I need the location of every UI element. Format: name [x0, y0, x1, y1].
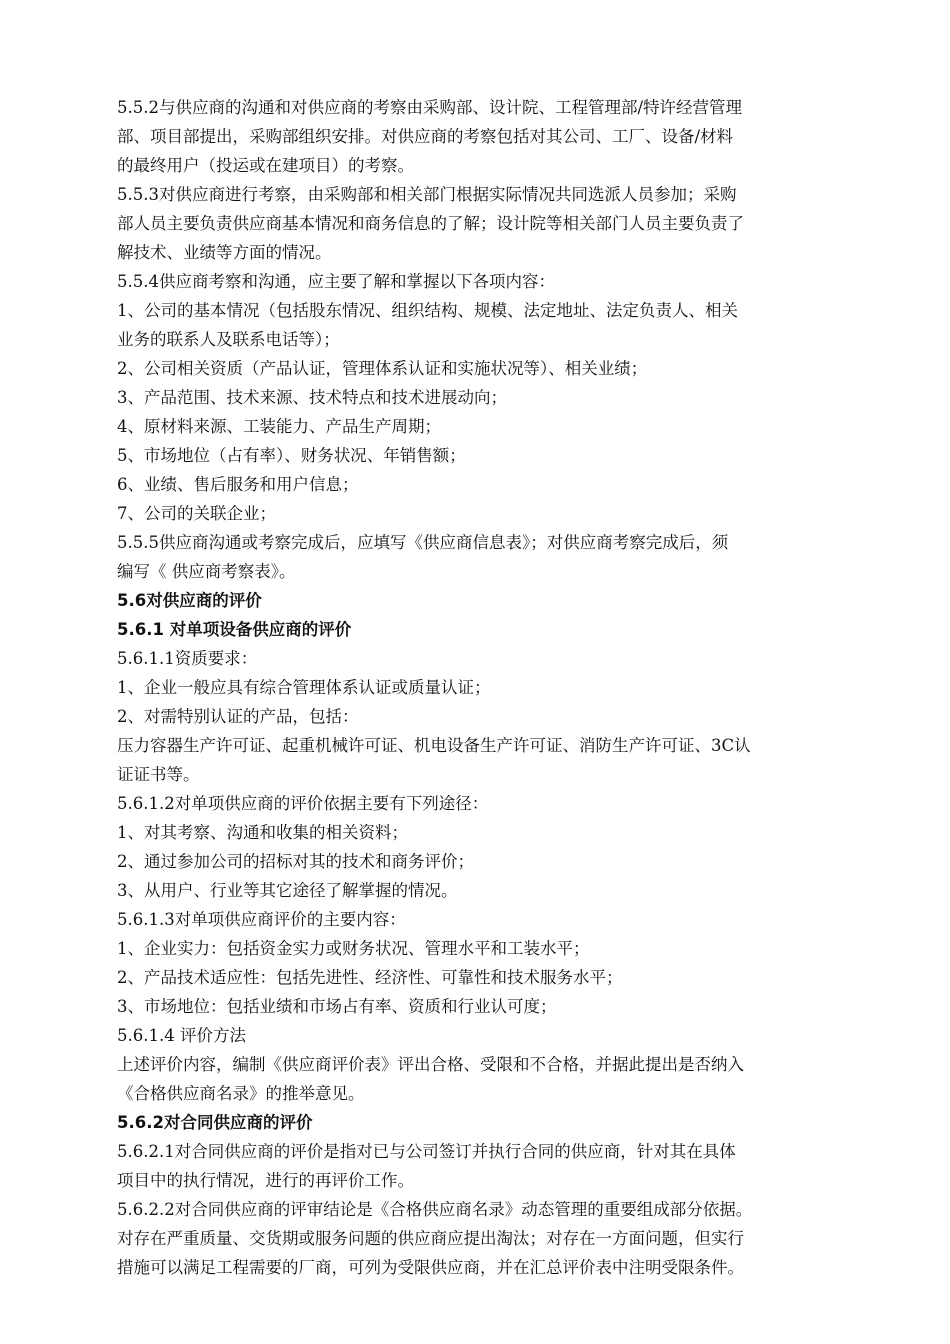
- text-line: 编写《 供应商考察表》。: [117, 562, 296, 581]
- text-line: 4、原材料来源、工装能力、产品生产周期；: [117, 417, 441, 436]
- text-line: 3、市场地位：包括业绩和市场占有率、资质和行业认可度；: [117, 997, 557, 1016]
- text-line: 5.5.2与供应商的沟通和对供应商的考察由采购部、设计院、工程管理部/特许经营管理: [117, 98, 743, 117]
- text-line: 压力容器生产许可证、起重机械许可证、机电设备生产许可证、消防生产许可证、3C认: [117, 736, 751, 755]
- text-line: 2、公司相关资质（产品认证，管理体系认证和实施状况等）、相关业绩；: [117, 359, 648, 378]
- text-line: 5.6.1.1资质要求：: [117, 649, 258, 668]
- text-line: 部、项目部提出，采购部组织安排。对供应商的考察包括对其公司、工厂、设备/材料: [117, 127, 734, 146]
- text-line: 7、公司的关联企业；: [117, 504, 276, 523]
- section-heading: 5.6.2对合同供应商的评价: [117, 1113, 313, 1132]
- text-line: 5、市场地位（占有率）、财务状况、年销售额；: [117, 446, 466, 465]
- text-line: 6、业绩、售后服务和用户信息；: [117, 475, 359, 494]
- section-heading: 5.6对供应商的评价: [117, 591, 262, 610]
- text-line: 5.6.1.3对单项供应商评价的主要内容：: [117, 910, 406, 929]
- text-line: 证证书等。: [117, 765, 200, 784]
- text-line: 业务的联系人及联系电话等）；: [117, 330, 340, 349]
- text-line: 对存在严重质量、交货期或服务问题的供应商应提出淘汰；对存在一方面问题，但实行: [117, 1229, 744, 1248]
- text-line: 5.6.2.2对合同供应商的评审结论是《合格供应商名录》动态管理的重要组成部分依据。: [117, 1200, 753, 1219]
- text-line: 解技术、业绩等方面的情况。: [117, 243, 332, 262]
- text-line: 部人员主要负责供应商基本情况和商务信息的了解；设计院等相关部门人员主要负责了: [117, 214, 744, 233]
- text-line: 5.6.2.1对合同供应商的评价是指对已与公司签订并执行合同的供应商，针对其在具体: [117, 1142, 736, 1161]
- text-line: 的最终用户（投运或在建项目）的考察。: [117, 156, 414, 175]
- text-line: 2、产品技术适应性：包括先进性、经济性、可靠性和技术服务水平；: [117, 968, 623, 987]
- text-line: 5.6.1.2对单项供应商的评价依据主要有下列途径：: [117, 794, 489, 813]
- document-page: [117, 93, 857, 1282]
- text-line: 5.5.5供应商沟通或考察完成后，应填写《供应商信息表》；对供应商考察完成后，须: [117, 533, 729, 552]
- text-line: 5.5.4供应商考察和沟通，应主要了解和掌握以下各项内容：: [117, 272, 555, 291]
- text-line: 3、从用户、行业等其它途径了解掌握的情况。: [117, 881, 458, 900]
- text-line: 1、企业实力：包括资金实力或财务状况、管理水平和工装水平；: [117, 939, 590, 958]
- text-line: 1、公司的基本情况（包括股东情况、组织结构、规模、法定地址、法定负责人、相关: [117, 301, 738, 320]
- text-line: 项目中的执行情况，进行的再评价工作。: [117, 1171, 414, 1190]
- text-line: 上述评价内容，编制《供应商评价表》评出合格、受限和不合格，并据此提出是否纳入: [117, 1055, 744, 1074]
- text-line: 1、对其考察、沟通和收集的相关资料；: [117, 823, 408, 842]
- text-line: 5.6.1.4 评价方法: [117, 1026, 246, 1045]
- text-line: 2、通过参加公司的招标对其的技术和商务评价；: [117, 852, 474, 871]
- text-line: 《合格供应商名录》的推举意见。: [117, 1084, 365, 1103]
- section-heading: 5.6.1 对单项设备供应商的评价: [117, 620, 352, 639]
- text-line: 措施可以满足工程需要的厂商，可列为受限供应商，并在汇总评价表中注明受限条件。: [117, 1258, 744, 1277]
- text-line: 5.5.3对供应商进行考察，由采购部和相关部门根据实际情况共同选派人员参加；采购: [117, 185, 737, 204]
- text-line: 3、产品范围、技术来源、技术特点和技术进展动向；: [117, 388, 507, 407]
- text-line: 1、企业一般应具有综合管理体系认证或质量认证；: [117, 678, 491, 697]
- text-line: 2、对需特别认证的产品，包括：: [117, 707, 359, 726]
